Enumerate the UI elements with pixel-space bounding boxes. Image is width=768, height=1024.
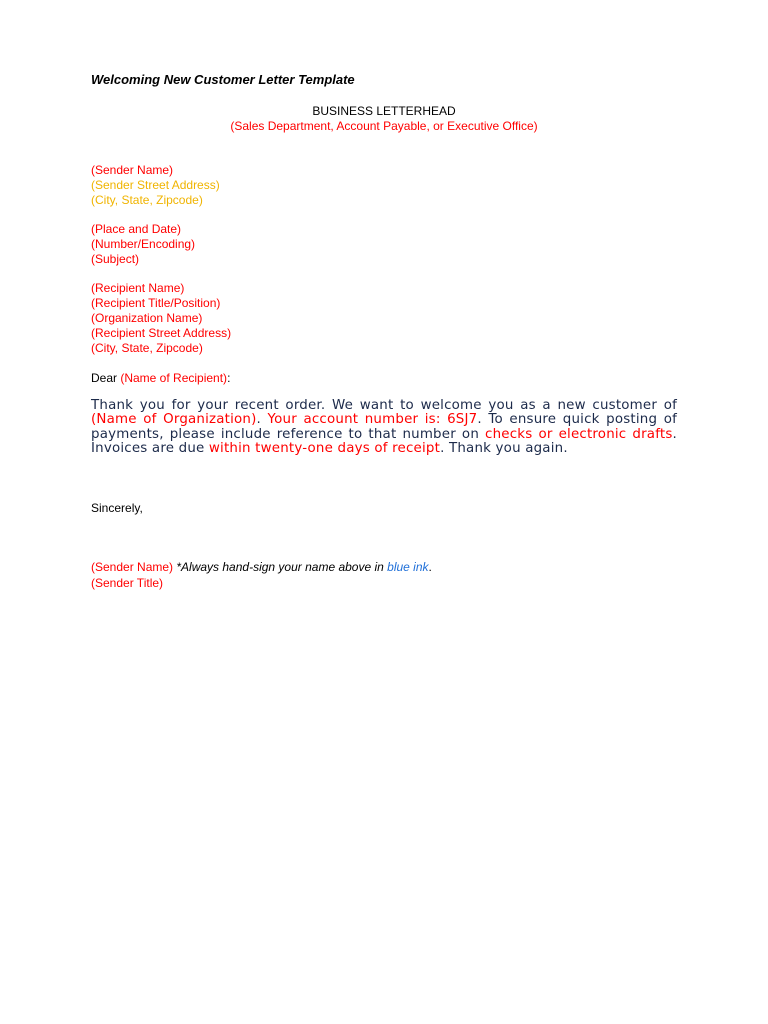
sender-city: (City, State, Zipcode) [91,193,203,207]
letterhead-title: BUSINESS LETTERHEAD [312,104,456,118]
body-text-4: . Invoices are due [91,426,677,456]
subject: (Subject) [91,252,140,266]
body-payment-methods: checks or electronic drafts [485,426,673,442]
salutation-prefix: Dear [91,371,121,385]
signature-note: *Always hand-sign your name above in [173,560,388,574]
sender-street: (Sender Street Address) [91,178,220,192]
signature-note-blue-ink: blue ink [387,560,429,574]
recipient-street: (Recipient Street Address) [91,326,232,340]
sender-name: (Sender Name) [91,163,174,177]
signature-title: (Sender Title) [91,576,164,590]
salutation [91,371,230,386]
signature-name: (Sender Name) [91,560,174,574]
place-and-date: (Place and Date) [91,222,182,236]
body-text-2: . [256,412,268,428]
signature-line [91,560,432,575]
recipient-name: (Recipient Name) [91,281,185,295]
body-text-1: Thank you for your recent order. We want to welcome you as a new customer of [91,398,677,413]
signature-note-end: . [428,560,432,574]
letterhead-department: (Sales Department, Account Payable, or Executive Office) [230,119,538,133]
salutation-suffix: : [227,371,231,385]
closing: Sincerely, [91,501,143,515]
recipient-city: (City, State, Zipcode) [91,341,203,355]
body-text-5: . Thank you again. [440,440,568,456]
recipient-title: (Recipient Title/Position) [91,296,221,310]
letter-body [91,399,677,456]
salutation-recipient: (Name of Recipient) [120,371,228,385]
body-organization: (Name of Organization) [91,412,257,428]
body-text-3: . To ensure quick posting of payments, please include reference to that number on [91,412,677,442]
body-due-terms: within twenty-one days of receipt [208,440,441,456]
number-encoding: (Number/Encoding) [91,237,196,251]
document-title: Welcoming New Customer Letter Template [91,72,355,87]
body-account-number: Your account number is: 6SJ7 [267,412,478,428]
organization-name: (Organization Name) [91,311,203,325]
